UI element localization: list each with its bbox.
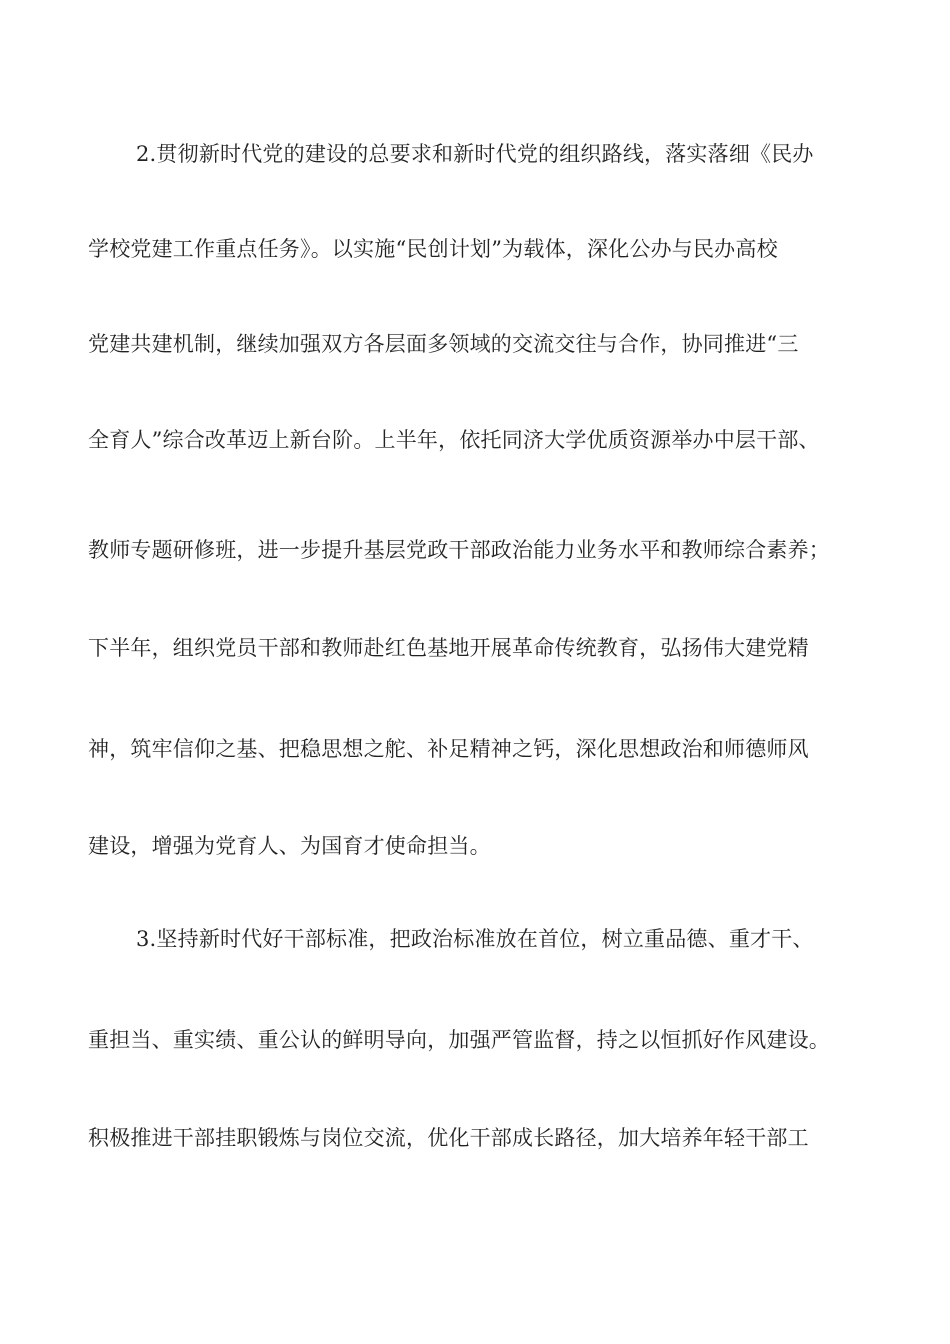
paragraph-3-line-2: 重担当、重实绩、重公认的鲜明导向，加强严管监督，持之以恒抓好作风建设。 (88, 1028, 830, 1052)
paragraph-3-line-1: 3.坚持新时代好干部标准，把政治标准放在首位，树立重品德、重才干、 (136, 927, 814, 951)
paragraph-3-line-3: 积极推进干部挂职锻炼与岗位交流，优化干部成长路径，加大培养年轻干部工 (88, 1126, 809, 1150)
paragraph-2-line-1: 2.贯彻新时代党的建设的总要求和新时代党的组织路线，落实落细《民办 (136, 142, 814, 166)
paragraph-2-line-3: 党建共建机制，继续加强双方各层面多领域的交流交往与合作，协同推进“三 (88, 332, 799, 356)
paragraph-2-line-2: 学校党建工作重点任务》。以实施“民创计划”为载体，深化公办与民办高校 (88, 237, 778, 261)
paragraph-2-line-5: 教师专题研修班，进一步提升基层党政干部政治能力业务水平和教师综合素养； (88, 538, 830, 562)
paragraph-2-line-7: 神，筑牢信仰之基、把稳思想之舵、补足精神之钙，深化思想政治和师德师风 (88, 737, 809, 761)
paragraph-2-line-8: 建设，增强为党育人、为国育才使命担当。 (88, 834, 491, 858)
paragraph-2-line-4: 全育人”综合改革迈上新台阶。上半年，依托同济大学优质资源举办中层干部、 (88, 428, 820, 452)
paragraph-2-line-6: 下半年，组织党员干部和教师赴红色基地开展革命传统教育，弘扬伟大建党精 (88, 636, 809, 660)
